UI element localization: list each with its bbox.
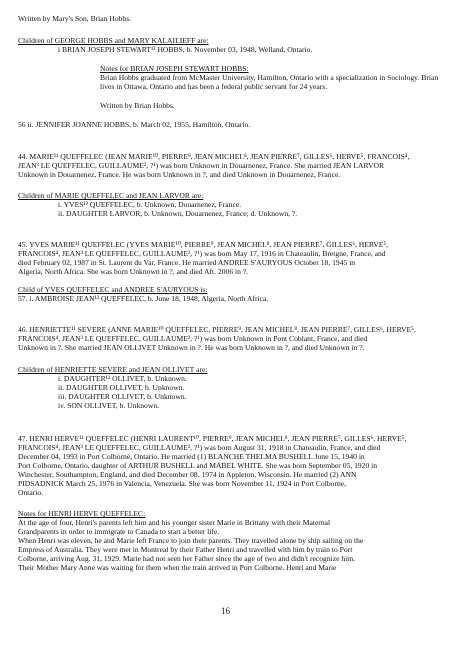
text-line: Child of YVES QUEFFELEC and ANDREE S'AURYOUS is:	[18, 285, 208, 294]
text-line: Port Colborne, Ontario, daughter of ARTHUR BUSHELL and MABEL WHITE. She was born September 05, 1920 in	[18, 461, 378, 470]
text-line: 46. HENRIETTE¹¹ SEVERE (ANNE MARIE¹⁰ QUEFFELEC, PIERRE⁹, JEAN MICHEL⁸, JEAN PIERRE⁷, GILLES⁶, HERVE⁵,	[18, 325, 416, 334]
text-line: i. DAUGHTER¹² OLLIVET, b. Unknown.	[58, 374, 187, 383]
text-line: 47. HENRI HERVE¹¹ QUEFFELEC (HENRI LAURENT¹⁰, PIERRE⁹, JEAN MICHEL⁸, JEAN PIERRE⁷, GILLES⁶, HERVE⁵,	[18, 434, 407, 443]
text-line: Children of GEORGE HOBBS and MARY KALAILIEFF are:	[18, 36, 209, 45]
page-number: 16	[221, 606, 230, 616]
text-line: Unknown in Douarnenez, France. He was born Unknown in ?, and died Unknown in Douarnenez, France.	[18, 170, 341, 179]
text-line: PIDSADNICK March 25, 1976 in Valencia, Venezuela. She was born November 11, 1924 in Port Colborne,	[18, 479, 347, 488]
text-line: Their Mother Mary Anne was waiting for them when the train arrived in Port Colborne. Henri and Marie	[18, 563, 337, 572]
text-line: 44. MARIE¹¹ QUEFFELEC (JEAN MARIE¹⁰, PIERRE⁹, JEAN MICHEL⁸, JEAN PIERRE⁷, GILLES⁶, HERVE⁵, FRANCOIS⁴,	[18, 152, 410, 161]
text-line: FRANCOIS⁴, JEAN³ LE QUEFFELEC, GUILLAUME², ?¹) was born August 31, 1918 in Chateaulin, France, and died	[18, 443, 381, 452]
text-line: 56 ii. JENNIFER JOANNE HOBBS, b. March 02, 1955, Hamilton, Ontario.	[18, 120, 251, 129]
text-line: iii. DAUGHTER OLLIVET, b. Unknown.	[58, 392, 187, 401]
text-line: FRANCOIS⁴, JEAN³ LE QUEFFELEC, GUILLAUME², ?¹) was born Unknown in Pont Coblant, France, and died	[18, 334, 368, 343]
text-line: December 04, 1993 in Port Colborne, Ontario. He married (1) BLANCHE THELMA BUSHELL June 15, 1940 in	[18, 452, 365, 461]
text-line: 45. YVES MARIE¹¹ QUEFFELEC (YVES MARIE¹⁰, PIERRE⁹, JEAN MICHEL⁸, JEAN PIERRE⁷, GILLES⁶, HERVE⁵,	[18, 240, 389, 249]
text-line: i BRIAN JOSEPH STEWART¹² HOBBS, b. November 03, 1948, Welland, Ontario.	[58, 45, 313, 54]
text-line: Winchester, Southampton, England, and died December 08, 1974 in Appleton, Wisconsin. He married (2) ANN	[18, 470, 357, 479]
text-line: FRANCOIS⁴, JEAN³ LE QUEFFELEC, GUILLAUME², ?¹) was born May 17, 1916 in Chateaulin, Bretgne, France, and	[18, 249, 386, 258]
text-line: Notes for HENRI HERVE QUEFFELEC:	[18, 509, 146, 518]
text-line: lives in Ottawa, Ontario and has been a federal public servant for 24 years.	[100, 82, 328, 91]
text-line: Children of MARIE QUEFFELEC and JEAN LARVOR are:	[18, 191, 204, 200]
text-line: 57. i. AMBROISE JEAN¹² QUEFFELEC, b. June 18, 1948, Algeria, North Africa.	[18, 294, 269, 303]
text-line: At the age of four, Henri's parents left him and his younger sister Marie in Brittany with their Maternal	[18, 518, 331, 527]
text-line: Written by Mary's Son, Brian Hobbs.	[18, 14, 132, 23]
text-line: Colborne, arriving Aug. 31, 1929. Marie had not seen her Father since the age of two and didn't recognize him.	[18, 554, 356, 563]
text-line: Brian Hobbs graduated from McMaster University, Hamilton, Ontario with a specialization in Sociology. Brian	[100, 73, 439, 82]
text-line: Children of HENRIETTE SEVERE and JEAN OLLIVET are:	[18, 365, 208, 374]
text-line: ii. DAUGHTER LARVOR, b. Unknown, Douarnenez, France; d. Unknown, ?.	[58, 209, 298, 218]
text-line: Unknown in ?. She married JEAN OLLIVET Unknown in ?. He was born Unknown in ?, and died Unknown in ?.	[18, 343, 365, 352]
text-line: Empress of Australia. They were met in Montreal by their Father Henri and travelled with him by train to Port	[18, 545, 353, 554]
text-line: When Henri was eleven, he and Marie left France to join their parents. They travelled alone by ship sailing on the	[18, 536, 364, 545]
text-line: died February 02, 1987 in St. Laurent du Var, France. He married ANDREE S'AURYOUS October 18, 1945 in	[18, 258, 356, 267]
text-line: Ontario.	[18, 488, 44, 497]
text-line: ii. DAUGHTER OLLIVET, b. Unknown.	[58, 383, 185, 392]
text-line: Algeria, North Africa. She was born Unknown in ?, and died Aft. 2006 in ?.	[18, 267, 249, 276]
text-line: Grandparents in order to immigrate to Canada to start a better life.	[18, 527, 220, 536]
text-line: Notes for BRIAN JOSEPH STEWART HOBBS:	[100, 64, 249, 73]
text-line: Written by Brian Hobbs.	[100, 101, 175, 110]
text-line: iv. SON OLLIVET, b. Unknown.	[58, 401, 160, 410]
text-line: JEAN³ LE QUEFFELEC, GUILLAUME², ?¹) was born Unknown in Douarnenez, France. She married JEAN LARVOR	[18, 161, 385, 170]
text-line: i. YVES¹² QUEFFELEC, b. Unknown, Douarnenez, France.	[58, 200, 242, 209]
